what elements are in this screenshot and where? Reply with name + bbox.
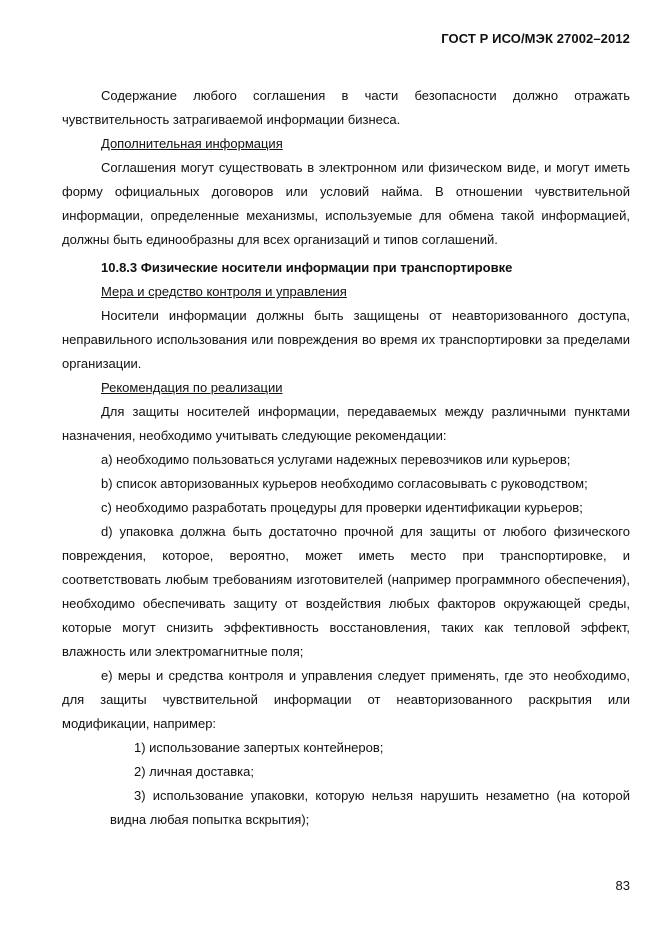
list-item-a: a) необходимо пользоваться услугами надежных перевозчиков или курьеров;	[101, 452, 571, 467]
section-title: 10.8.3 Физические носители информации при транспортировке	[101, 260, 513, 275]
standard-header: ГОСТ Р ИСО/МЭК 27002–2012	[441, 31, 630, 46]
paragraph-media-protection: Носители информации должны быть защищены от неавторизованного доступа, неправильного использования или повреждения во время их транспортировки за пределами организации.	[62, 308, 630, 371]
heading-guidance: Рекомендация по реализации	[101, 380, 283, 395]
heading-control: Мера и средство контроля и управления	[101, 284, 347, 299]
sub-item-2: 2) личная доставка;	[134, 764, 254, 779]
document-body	[62, 84, 630, 832]
list-item-d: d) упаковка должна быть достаточно прочной для защиты от любого физического повреждения, которое, вероятно, может иметь место при транспортировке, и соответствовать любым требованиям изготовителей (например программного обеспечения), необходимо обеспечивать защиту от воздействия любых факторов окружающей среды, которые могут снизить эффективность восстановления, таких как тепловой эффект, влажность или электромагнитные поля;	[62, 524, 630, 659]
sub-item-1: 1) использование запертых контейнеров;	[134, 740, 384, 755]
paragraph-agreement-content: Содержание любого соглашения в части безопасности должно отражать чувствительность затрагиваемой информации бизнеса.	[62, 88, 630, 127]
paragraph-agreements-forms: Соглашения могут существовать в электронном или физическом виде, и могут иметь форму официальных договоров или условий найма. В отношении чувствительной информации, определенные механизмы, используемые для обмена такой информацией, должны быть единообразны для всех организаций и типов соглашений.	[62, 160, 630, 247]
sub-item-3: 3) использование упаковки, которую нельзя нарушить незаметно (на которой видна любая попытка вскрытия);	[110, 788, 630, 827]
paragraph-guidance-intro: Для защиты носителей информации, передаваемых между различными пунктами назначения, необходимо учитывать следующие рекомендации:	[62, 404, 630, 443]
list-item-c: c) необходимо разработать процедуры для проверки идентификации курьеров;	[101, 500, 583, 515]
list-item-b: b) список авторизованных курьеров необходимо согласовывать с руководством;	[101, 476, 588, 491]
heading-additional-info: Дополнительная информация	[101, 136, 283, 151]
page-number: 83	[615, 878, 630, 893]
list-item-e: e) меры и средства контроля и управления следует применять, где это необходимо, для защиты чувствительной информации от неавторизованного раскрытия или модификации, например:	[62, 668, 630, 731]
